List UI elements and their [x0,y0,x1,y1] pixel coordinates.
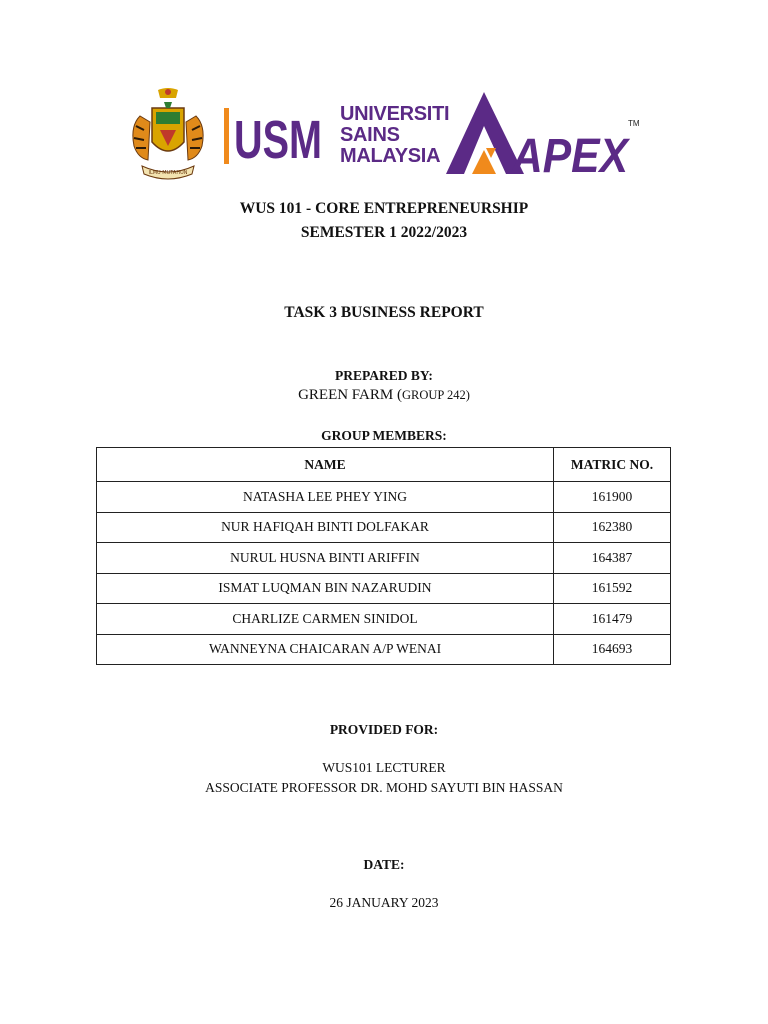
usm-crest-logo [120,86,216,182]
table-row [97,573,671,604]
apex-trademark: TM [628,119,640,128]
name-column-header: NAME [97,448,554,482]
table-row [97,482,671,513]
table-header-row [97,448,671,482]
usm-wordmark-line-1: UNIVERSITI [340,103,450,125]
matric-column-header: MATRIC NO. [554,448,671,482]
apex-logo [442,88,642,183]
table-row [97,512,671,543]
crest-motto: ILMU MUTAHUN [148,170,188,176]
member-name: NURUL HUSNA BINTI ARIFFIN [97,543,554,574]
lecturer-role: WUS101 LECTURER [322,760,446,775]
task-title: TASK 3 BUSINESS REPORT [284,304,484,321]
member-matric: 162380 [554,512,671,543]
prepared-by-label: PREPARED BY: [335,368,433,383]
table-row [97,543,671,574]
member-matric: 164387 [554,543,671,574]
course-title: WUS 101 - CORE ENTREPRENEURSHIP [239,200,529,217]
usm-mark-logo [224,106,324,170]
table-row [97,634,671,665]
member-matric: 161479 [554,604,671,635]
member-name: CHARLIZE CARMEN SINIDOL [97,604,554,635]
group-name-line [0,387,768,404]
members-table [96,447,671,665]
table-row [97,604,671,635]
member-matric: 161900 [554,482,671,513]
member-matric: 164693 [554,634,671,665]
usm-wordmark-line-2: SAINS [340,124,400,146]
member-name: WANNEYNA CHAICARAN A/P WENAI [97,634,554,665]
logo-row [120,86,650,186]
group-name: GREEN FARM ( [298,387,402,403]
date-label: DATE: [363,857,405,872]
usm-mark-text: USM [234,110,322,170]
group-number: GROUP 242) [401,388,470,402]
semester-title: SEMESTER 1 2022/2023 [300,224,468,241]
date-value: 26 JANUARY 2023 [329,895,439,910]
provided-for-label: PROVIDED FOR: [329,722,439,737]
lecturer-name: ASSOCIATE PROFESSOR DR. MOHD SAYUTI BIN HASSAN [205,780,563,795]
usm-wordmark [340,104,449,167]
member-name: ISMAT LUQMAN BIN NAZARUDIN [97,573,554,604]
member-name: NUR HAFIQAH BINTI DOLFAKAR [97,512,554,543]
apex-text: APEX [511,130,631,183]
usm-wordmark-line-3: MALAYSIA [340,145,441,167]
member-matric: 161592 [554,573,671,604]
group-members-label: GROUP MEMBERS: [321,428,447,443]
member-name: NATASHA LEE PHEY YING [97,482,554,513]
